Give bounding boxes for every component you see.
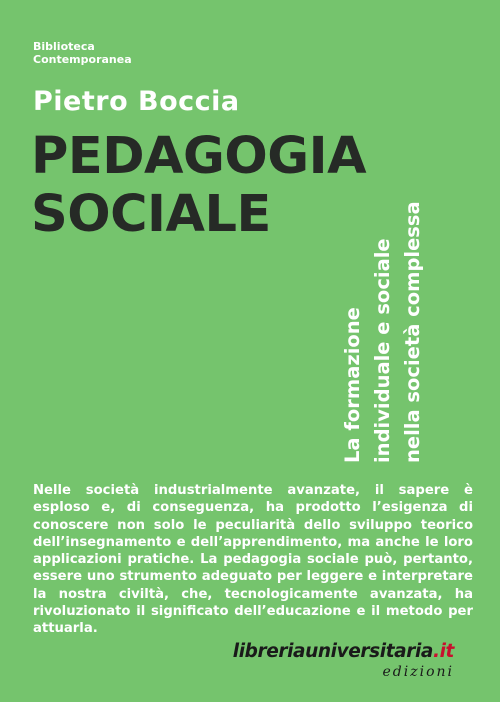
series-line-2: Contemporanea: [33, 53, 132, 66]
book-title: [31, 128, 366, 244]
book-subtitle: [338, 173, 428, 463]
author-name: Pietro Boccia: [33, 86, 240, 117]
subtitle-line-2: individuale e sociale: [371, 238, 394, 463]
title-line-2: SOCIALE: [31, 185, 271, 244]
series-name: [33, 40, 132, 66]
subtitle-line-3: nella società complessa: [401, 201, 424, 463]
cover-blurb: Nelle società industrialmente avanzate, il sapere è esploso e, di conseguenza, ha prodotto l’esigenza di conoscere non solo le peculiarità dello sviluppo teorico dell’insegnamento e dell’apprendimento, ma anche le loro applicazioni pratiche. La pedagogia sociale può, pertanto, essere uno strumento adeguato per leggere e interpretare la nostra civiltà, che, tecnologicamente avanzata, ha rivoluzionato il significato dell’educazione e il metodo per attuarla.: [33, 483, 473, 637]
subtitle-line-1: La formazione: [341, 307, 364, 463]
publisher-name: libreriauniversitaria: [232, 641, 433, 662]
title-line-1: PEDAGOGIA: [31, 127, 367, 186]
publisher-tld: .it: [432, 641, 454, 662]
series-line-1: Biblioteca: [33, 40, 95, 53]
publisher-logo: [233, 641, 454, 662]
publisher-imprint: edizioni: [382, 664, 454, 680]
